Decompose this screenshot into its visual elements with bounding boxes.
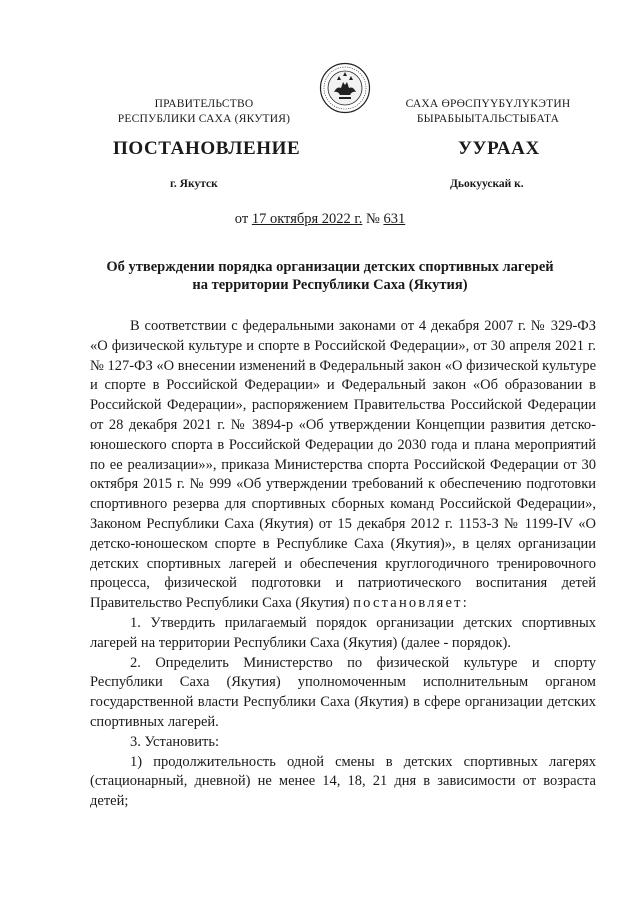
header-government-sakha [378, 97, 598, 127]
doc-type-sakha: УУРААХ [458, 138, 540, 159]
subject-line1: Об утверждении порядка организации детских спортивных лагерей [106, 259, 554, 275]
paragraph-item-2: 2. Определить Министерство по физической культуре и спорту Республики Саха (Якутия) уполномоченным исполнительным органом государственной власти Республики Саха (Якутия) в сфере организации детских спортивных лагерей. [90, 654, 596, 730]
decree-prefix: от [234, 211, 252, 227]
coat-of-arms-icon [319, 62, 371, 114]
doc-type-ru: ПОСТАНОВЛЕНИЕ [113, 138, 301, 159]
decree-number: 631 [383, 211, 406, 227]
header-right-line1: САХА ӨРӨСПҮҮБҮЛҮКЭТИН [405, 98, 571, 110]
paragraph-preamble [90, 317, 596, 614]
header-left-line2: РЕСПУБЛИКИ САХА (ЯКУТИЯ) [117, 113, 291, 125]
decree-body [90, 317, 596, 812]
decree-subject [80, 258, 580, 294]
subject-line2: на территории Республики Саха (Якутия) [192, 277, 468, 293]
preamble-end: : [462, 595, 467, 612]
preamble-text: В соответствии с федеральными законами от 4 декабря 2007 г. № 329-ФЗ «О физической культуре и спорте в Российской Федерации», от 30 апреля 2021 г. № 127-ФЗ «О внесении изменений в Федеральный закон «О физической культуре и спорте в Российской Федерации» и Федеральный закон «Об образовании в Российской Федерации», распоряжением Правительства Российской Федерации от 28 декабря 2021 г. № 3894-р «Об утверждении Концепции развития детско-юношеского спорта в Российской Федерации до 2030 года и плана мероприятий по ее реализации»», приказа Министерства спорта Российской Федерации от 30 октября 2015 г. № 999 «Об утверждении требований к обеспечению подготовки спортивного резерва для спортивных сборных команд Российской Федерации», Законом Республики Саха (Якутия) от 15 декабря 2012 г. 1153-З № 1199-IV «О детско-юношеском спорте в Республике Саха (Якутия)», в целях организации детских спортивных лагерей и обеспечения круглогодичного тренировочного процесса, физической подготовки и патриотического воспитания детей Правительство Республики Саха (Якутия) [90, 318, 597, 612]
resolves-word: постановляет [353, 595, 463, 612]
city-sakha: Дьокуускай к. [450, 178, 524, 190]
header-left-line1: ПРАВИТЕЛЬСТВО [154, 98, 254, 110]
decree-date-number [0, 211, 640, 228]
header-right-line2: БЫРАБЫЫТАЛЬСТЫБАТА [416, 113, 560, 125]
paragraph-item-1: 1. Утвердить прилагаемый порядок организации детских спортивных лагерей на территории Республики Саха (Якутия) (далее - порядок). [90, 614, 596, 651]
header-government-ru [89, 97, 319, 127]
city-ru: г. Якутск [170, 178, 218, 190]
paragraph-item-3: 3. Установить: [130, 733, 220, 750]
decree-number-prefix: № [362, 211, 384, 227]
decree-date: 17 октября 2022 г. [251, 211, 363, 227]
paragraph-subitem-1: 1) продолжительность одной смены в детских спортивных лагерях (стационарный, дневной) не менее 14, 18, 21 дня в зависимости от возраста детей; [90, 753, 596, 810]
